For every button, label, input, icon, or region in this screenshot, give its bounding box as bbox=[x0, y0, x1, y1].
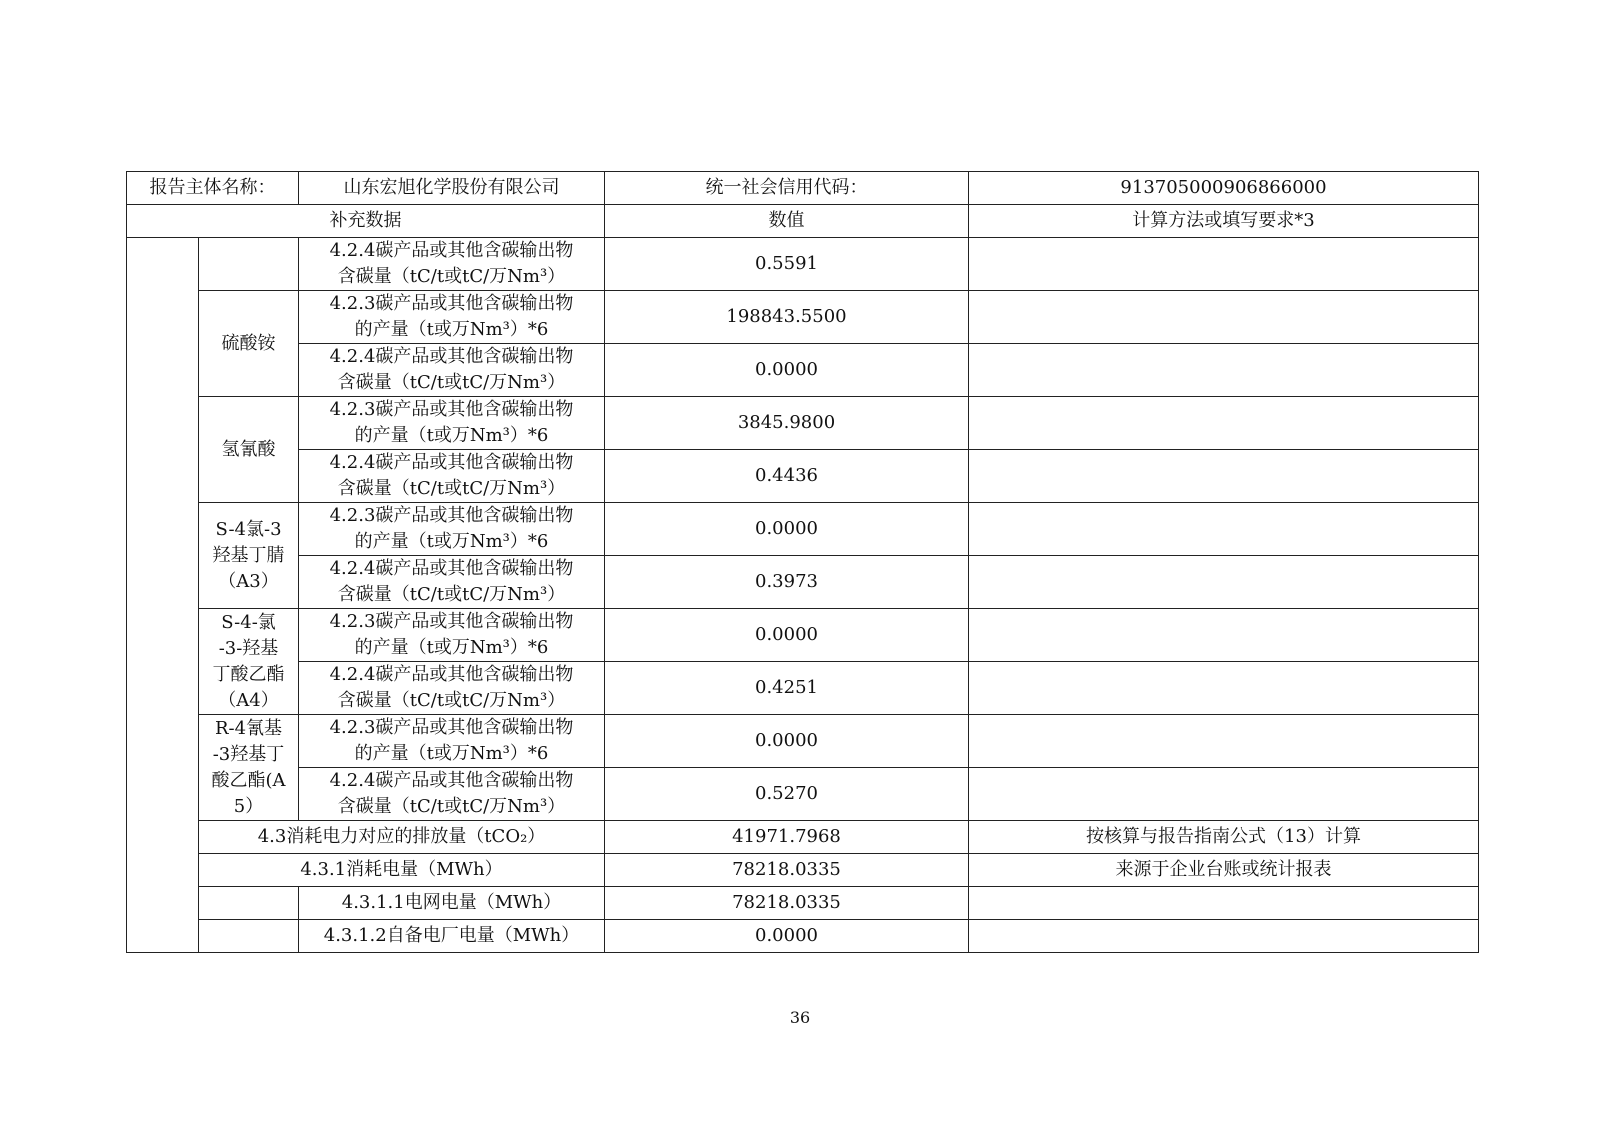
parameter-line: 4.2.4碳产品或其他含碳输出物 bbox=[329, 558, 574, 579]
parameter-cell bbox=[299, 450, 605, 503]
parameter-line: 的产量（t或万Nm³）*6 bbox=[354, 425, 549, 446]
data-row bbox=[127, 662, 1479, 715]
summary-label-cell: 4.3.1消耗电量（MWh） bbox=[199, 854, 605, 887]
data-row bbox=[127, 450, 1479, 503]
data-row bbox=[127, 344, 1479, 397]
summary-method-cell bbox=[969, 920, 1479, 953]
report-table bbox=[126, 171, 1479, 953]
summary-method-cell bbox=[969, 887, 1479, 920]
product-name-cell bbox=[199, 609, 299, 715]
parameter-cell bbox=[299, 291, 605, 344]
data-row bbox=[127, 715, 1479, 768]
parameter-cell bbox=[299, 715, 605, 768]
product-name-line: 5） bbox=[233, 795, 264, 817]
parameter-line: 4.2.4碳产品或其他含碳输出物 bbox=[329, 346, 574, 367]
parameter-line: 4.2.3碳产品或其他含碳输出物 bbox=[329, 505, 574, 526]
product-name-line: （A3） bbox=[218, 570, 279, 592]
parameter-cell bbox=[299, 662, 605, 715]
parameter-line: 含碳量（tC/t或tC/万Nm³） bbox=[337, 690, 566, 711]
parameter-line: 4.2.4碳产品或其他含碳输出物 bbox=[329, 240, 574, 261]
value-cell: 0.0000 bbox=[605, 344, 969, 397]
parameter-line: 4.2.4碳产品或其他含碳输出物 bbox=[329, 770, 574, 791]
method-cell bbox=[969, 768, 1479, 821]
product-name-line: 氢氰酸 bbox=[221, 438, 276, 460]
parameter-line: 4.2.4碳产品或其他含碳输出物 bbox=[329, 664, 574, 685]
parameter-line: 的产量（t或万Nm³）*6 bbox=[354, 531, 549, 552]
product-name-line: R-4氰基 bbox=[214, 717, 283, 739]
value-header: 数值 bbox=[605, 205, 969, 238]
product-name-cell bbox=[199, 503, 299, 609]
data-row bbox=[127, 238, 1479, 291]
parameter-cell bbox=[299, 503, 605, 556]
parameter-line: 含碳量（tC/t或tC/万Nm³） bbox=[337, 478, 566, 499]
product-name-cell bbox=[199, 715, 299, 821]
value-cell: 0.4251 bbox=[605, 662, 969, 715]
summary-method-cell: 按核算与报告指南公式（13）计算 bbox=[969, 821, 1479, 854]
data-row bbox=[127, 768, 1479, 821]
method-cell bbox=[969, 238, 1479, 291]
summary-row bbox=[127, 854, 1479, 887]
data-row bbox=[127, 397, 1479, 450]
product-name-line: （A4） bbox=[218, 689, 279, 711]
value-cell: 0.0000 bbox=[605, 715, 969, 768]
product-name-cell bbox=[199, 397, 299, 503]
value-cell: 0.4436 bbox=[605, 450, 969, 503]
method-header: 计算方法或填写要求*3 bbox=[969, 205, 1479, 238]
product-name-line: 酸乙酯(A bbox=[211, 769, 286, 791]
summary-value-cell: 78218.0335 bbox=[605, 887, 969, 920]
data-row bbox=[127, 609, 1479, 662]
supplementary-header: 补充数据 bbox=[127, 205, 605, 238]
product-name-cell bbox=[199, 238, 299, 291]
parameter-line: 4.2.4碳产品或其他含碳输出物 bbox=[329, 452, 574, 473]
product-name-line: S-4-氯 bbox=[221, 611, 276, 633]
product-name-line: -3-羟基 bbox=[218, 637, 279, 659]
method-cell bbox=[969, 291, 1479, 344]
summary-row bbox=[127, 920, 1479, 953]
parameter-cell bbox=[299, 344, 605, 397]
value-cell: 198843.5500 bbox=[605, 291, 969, 344]
summary-method-cell: 来源于企业台账或统计报表 bbox=[969, 854, 1479, 887]
value-cell: 3845.9800 bbox=[605, 397, 969, 450]
parameter-line: 4.2.3碳产品或其他含碳输出物 bbox=[329, 611, 574, 632]
product-name-line: -3羟基丁 bbox=[212, 743, 285, 765]
method-cell bbox=[969, 556, 1479, 609]
header-row bbox=[127, 172, 1479, 205]
method-cell bbox=[969, 344, 1479, 397]
data-row bbox=[127, 503, 1479, 556]
entity-value: 山东宏旭化学股份有限公司 bbox=[299, 172, 605, 205]
product-name-line: S-4氯-3 bbox=[215, 518, 282, 540]
summary-label-cell: 4.3.1.2自备电厂电量（MWh） bbox=[299, 920, 605, 953]
outer-blank-cell bbox=[127, 238, 199, 953]
column-header-row bbox=[127, 205, 1479, 238]
method-cell bbox=[969, 662, 1479, 715]
summary-blank-cell bbox=[199, 920, 299, 953]
summary-blank-cell bbox=[199, 887, 299, 920]
parameter-line: 含碳量（tC/t或tC/万Nm³） bbox=[337, 372, 566, 393]
summary-value-cell: 78218.0335 bbox=[605, 854, 969, 887]
summary-row bbox=[127, 887, 1479, 920]
parameter-cell bbox=[299, 397, 605, 450]
value-cell: 0.0000 bbox=[605, 609, 969, 662]
value-cell: 0.5591 bbox=[605, 238, 969, 291]
method-cell bbox=[969, 609, 1479, 662]
parameter-line: 4.2.3碳产品或其他含碳输出物 bbox=[329, 293, 574, 314]
parameter-line: 的产量（t或万Nm³）*6 bbox=[354, 637, 549, 658]
method-cell bbox=[969, 503, 1479, 556]
parameter-line: 含碳量（tC/t或tC/万Nm³） bbox=[337, 796, 566, 817]
parameter-line: 4.2.3碳产品或其他含碳输出物 bbox=[329, 717, 574, 738]
parameter-line: 的产量（t或万Nm³）*6 bbox=[354, 743, 549, 764]
summary-label-cell: 4.3.1.1电网电量（MWh） bbox=[299, 887, 605, 920]
summary-label-cell: 4.3消耗电力对应的排放量（tCO₂） bbox=[199, 821, 605, 854]
parameter-line: 含碳量（tC/t或tC/万Nm³） bbox=[337, 584, 566, 605]
value-cell: 0.5270 bbox=[605, 768, 969, 821]
data-row bbox=[127, 291, 1479, 344]
parameter-line: 4.2.3碳产品或其他含碳输出物 bbox=[329, 399, 574, 420]
credit-code-label: 统一社会信用代码： bbox=[605, 172, 969, 205]
parameter-cell bbox=[299, 768, 605, 821]
credit-code-value: 913705000906866000 bbox=[969, 172, 1479, 205]
parameter-cell bbox=[299, 609, 605, 662]
summary-value-cell: 41971.7968 bbox=[605, 821, 969, 854]
entity-label: 报告主体名称： bbox=[127, 172, 299, 205]
parameter-line: 含碳量（tC/t或tC/万Nm³） bbox=[337, 266, 566, 287]
product-name-cell bbox=[199, 291, 299, 397]
product-name-line: 丁酸乙酯 bbox=[212, 663, 285, 685]
value-cell: 0.3973 bbox=[605, 556, 969, 609]
data-row bbox=[127, 556, 1479, 609]
summary-row bbox=[127, 821, 1479, 854]
product-name-line: 羟基丁腈 bbox=[212, 544, 285, 566]
method-cell bbox=[969, 715, 1479, 768]
page-number: 36 bbox=[789, 1008, 811, 1027]
product-name-line: 硫酸铵 bbox=[221, 332, 276, 354]
value-cell: 0.0000 bbox=[605, 503, 969, 556]
summary-value-cell: 0.0000 bbox=[605, 920, 969, 953]
parameter-line: 的产量（t或万Nm³）*6 bbox=[354, 319, 549, 340]
method-cell bbox=[969, 397, 1479, 450]
method-cell bbox=[969, 450, 1479, 503]
parameter-cell bbox=[299, 238, 605, 291]
parameter-cell bbox=[299, 556, 605, 609]
